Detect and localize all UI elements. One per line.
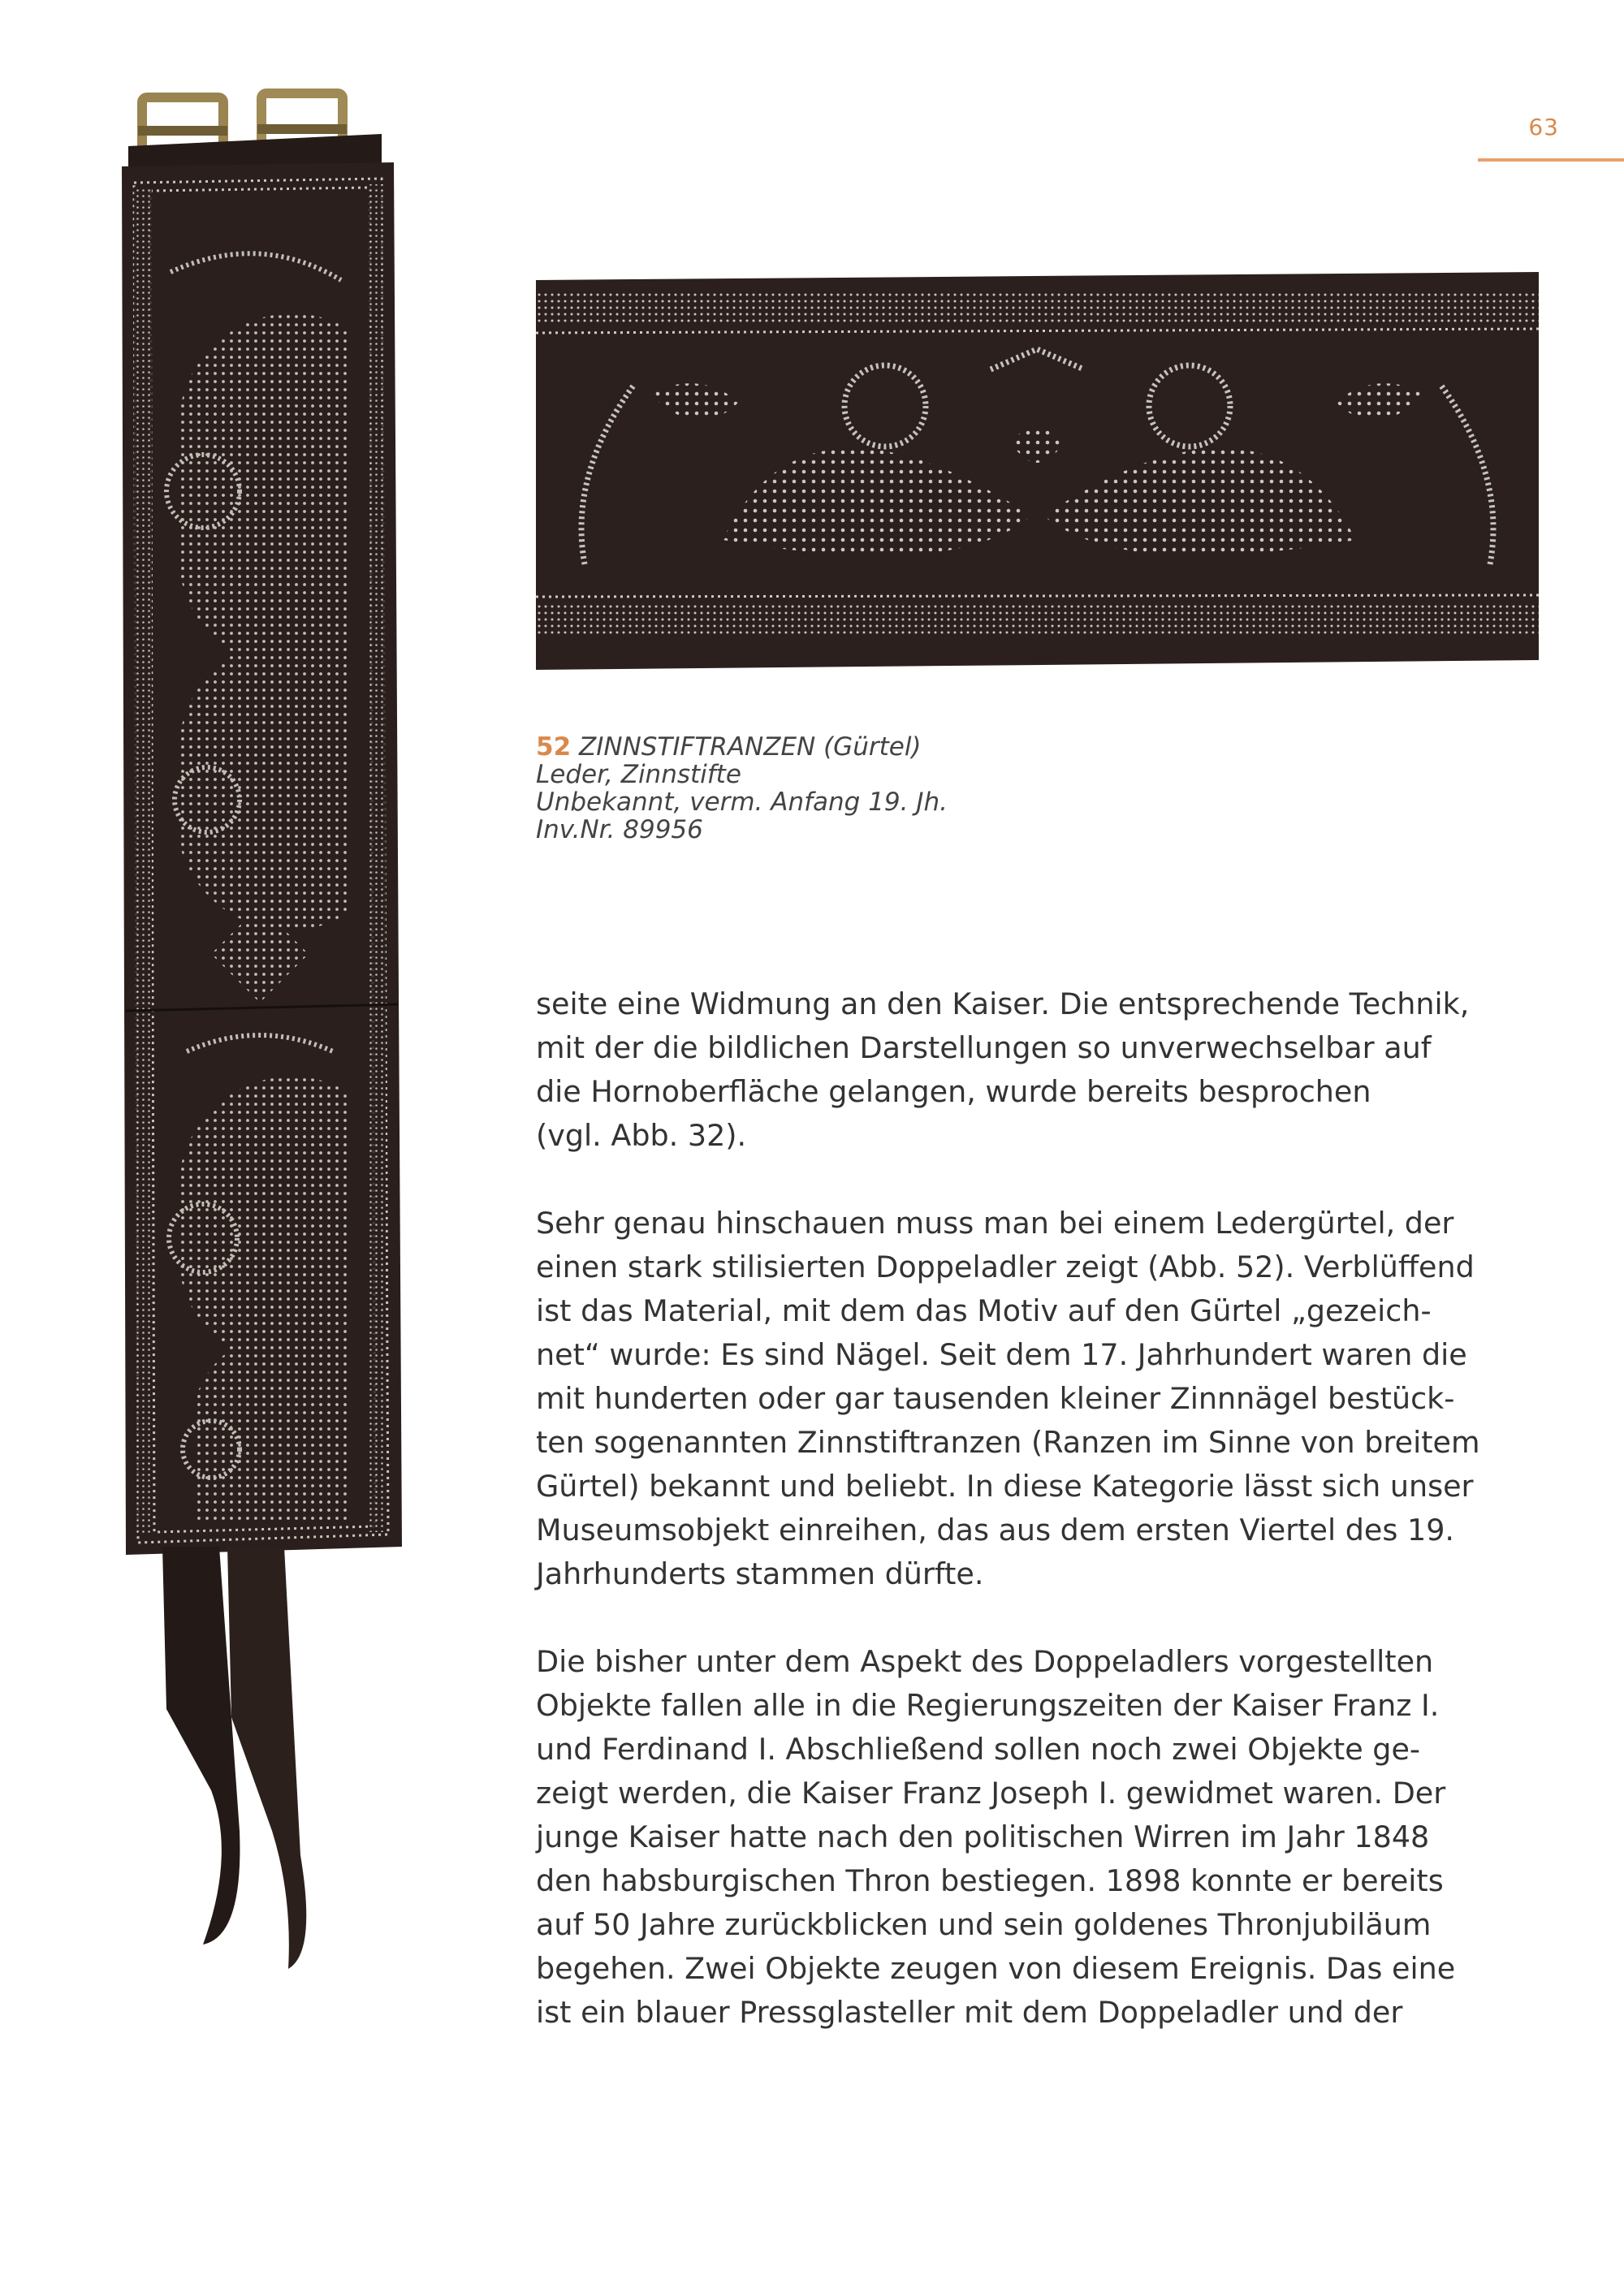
caption-inventory: Inv.Nr. 89956 <box>536 815 703 844</box>
text-line: ten sogenannten Zinnstiftranzen (Ranzen im Sinne von breitem <box>536 1425 1480 1460</box>
text-line: Gürtel) bekannt und beliebt. In diese Kategorie lässt sich unser <box>536 1469 1474 1504</box>
caption-date: Unbekannt, verm. Anfang 19. Jh. <box>536 788 948 817</box>
text-line: auf 50 Jahre zurückblicken und sein goldenes Thronjubiläum <box>536 1907 1432 1942</box>
text-line: junge Kaiser hatte nach den politischen Wirren im Jahr 1848 <box>536 1819 1430 1854</box>
paragraph-3 <box>536 1640 1470 2035</box>
body-text <box>536 982 1480 2078</box>
text-line: Die bisher unter dem Aspekt des Doppeladlers vorgestellten <box>536 1644 1434 1679</box>
text-line: und Ferdinand I. Abschließend sollen noch zwei Objekte ge- <box>536 1732 1421 1767</box>
text-line: ist ein blauer Pressglasteller mit dem Doppeladler und der <box>536 1995 1403 2030</box>
page-number-rule <box>1478 158 1624 162</box>
text-line: Objekte fallen alle in die Regierungszeiten der Kaiser Franz I. <box>536 1688 1440 1723</box>
caption-material: Leder, Zinnstifte <box>536 760 741 789</box>
belt-photo <box>89 85 430 1977</box>
caption-title: ZINNSTIFTRANZEN (Gürtel) <box>579 732 922 762</box>
paragraph-2 <box>536 1202 1480 1596</box>
detail-photo <box>536 272 1539 670</box>
page-number: 63 <box>1528 114 1559 140</box>
text-line: einen stark stilisierten Doppeladler zeigt (Abb. 52). Verblüffend <box>536 1250 1475 1284</box>
text-line: mit der die bildlichen Darstellungen so unverwechselbar auf <box>536 1030 1432 1065</box>
text-line: Jahrhunderts stammen dürfte. <box>536 1556 984 1591</box>
text-line: Museumsobjekt einreihen, das aus dem ersten Viertel des 19. <box>536 1513 1455 1547</box>
caption-heading <box>536 733 1267 761</box>
text-line: ist das Material, mit dem das Motiv auf den Gürtel „gezeich- <box>536 1293 1432 1328</box>
belt-illustration <box>89 85 430 1977</box>
text-line: (vgl. Abb. 32). <box>536 1118 747 1153</box>
text-line: mit hunderten oder gar tausenden kleiner Zinnnägel bestück- <box>536 1381 1455 1416</box>
text-line: Sehr genau hinschauen muss man bei einem Ledergürtel, der <box>536 1206 1454 1241</box>
text-line: begehen. Zwei Objekte zeugen von diesem Ereignis. Das eine <box>536 1951 1456 1986</box>
text-line: net“ wurde: Es sind Nägel. Seit dem 17. Jahrhundert waren die <box>536 1337 1467 1372</box>
text-line: die Hornoberfläche gelangen, wurde bereits besprochen <box>536 1074 1371 1109</box>
text-line: zeigt werden, die Kaiser Franz Joseph I. gewidmet waren. Der <box>536 1776 1446 1811</box>
figure-caption <box>536 733 1267 844</box>
text-line: den habsburgischen Thron bestiegen. 1898 konnte er bereits <box>536 1863 1444 1898</box>
paragraph-1 <box>536 982 1470 1158</box>
text-line: seite eine Widmung an den Kaiser. Die entsprechende Technik, <box>536 986 1470 1021</box>
detail-illustration <box>536 272 1539 670</box>
figure-number: 52 <box>536 732 572 762</box>
